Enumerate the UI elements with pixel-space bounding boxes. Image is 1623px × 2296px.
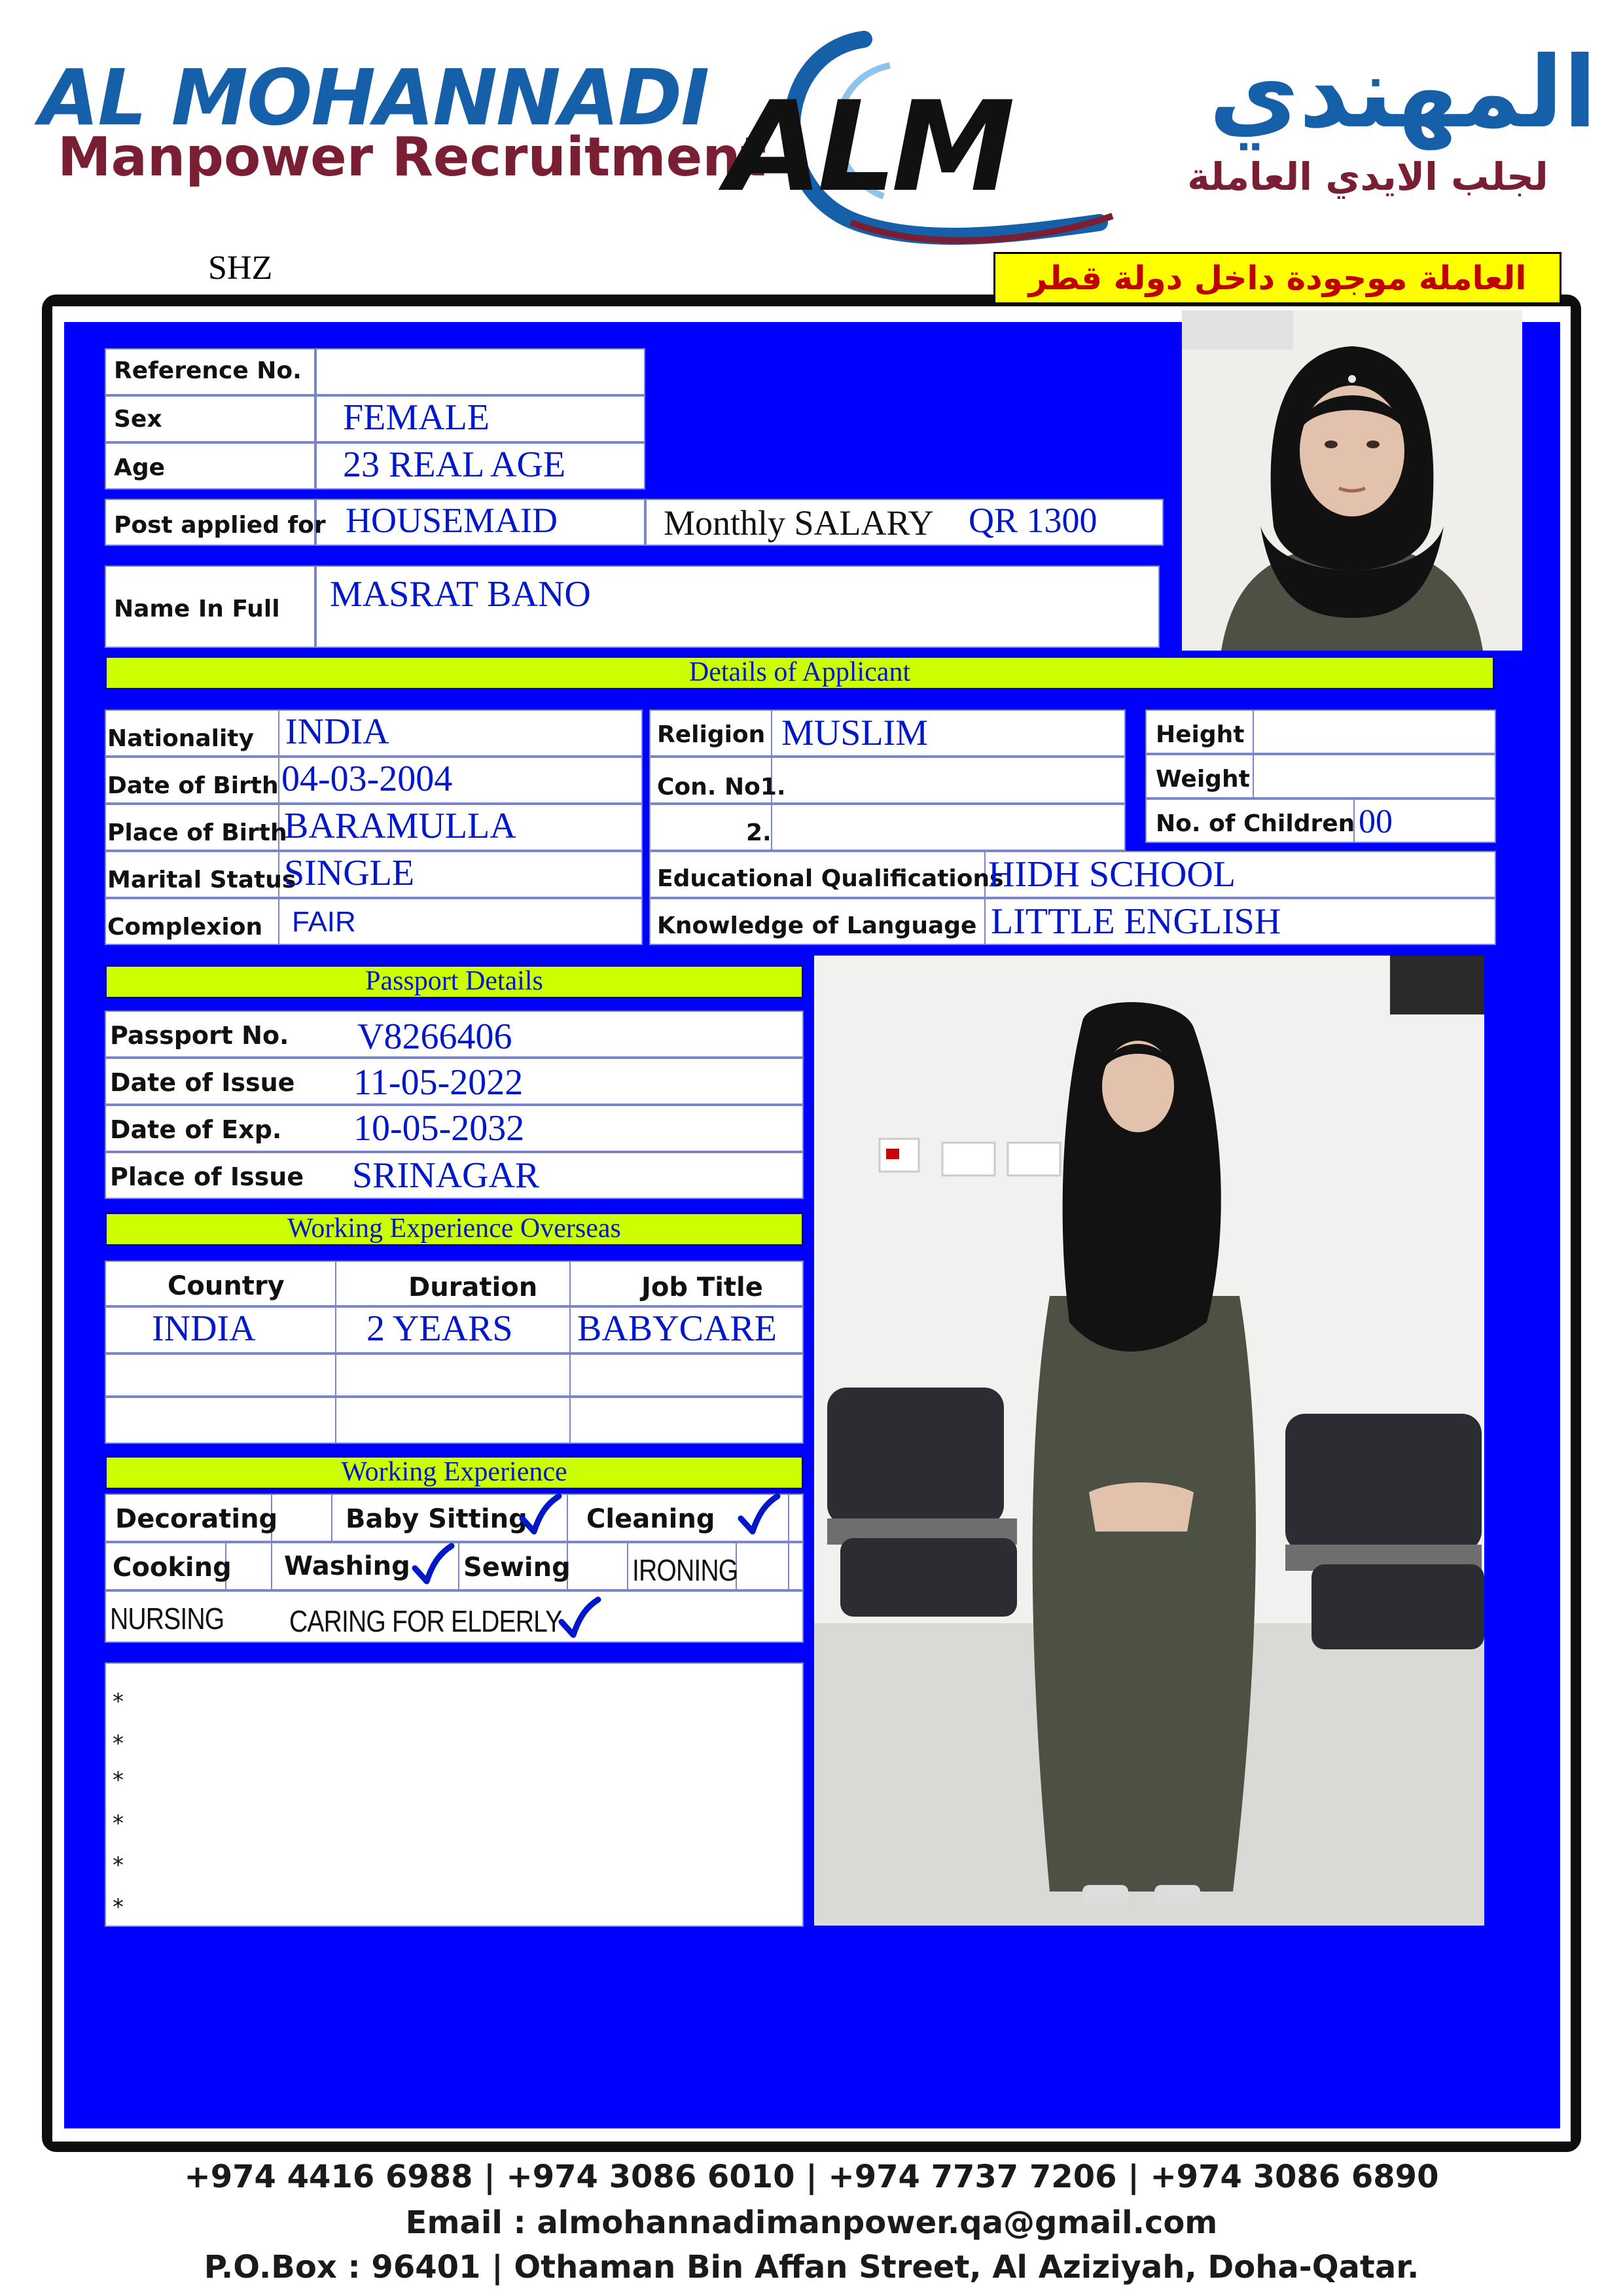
marital-label: Marital Status [107,867,296,893]
post-label: Post applied for [114,512,326,539]
note-bullet-2: * [113,1731,124,1757]
headshot-illustration [1182,310,1522,651]
sex-value: FEMALE [343,397,490,438]
overseas-duration-value: 2 YEARS [366,1308,513,1349]
passport-no-value: V8266406 [357,1016,512,1057]
education-label: Educational Qualifications [657,865,1004,892]
overseas-header-country: Country [168,1271,285,1301]
age-label: Age [114,454,166,481]
exp-div-1c [567,1494,568,1542]
applicant-headshot [1182,310,1522,651]
skill-caring-elderly: CARING FOR ELDERLY [289,1604,562,1638]
notes-box [105,1662,804,1927]
overseas-divider-1 [335,1261,336,1444]
passport-place-label: Place of Issue [110,1162,304,1191]
complexion-label: Complexion [107,914,263,941]
skill-ironing: IRONING [632,1553,738,1587]
candidate-code: SHZ [208,249,273,287]
post-value: HOUSEMAID [346,501,558,540]
passport-place-value: SRINAGAR [352,1155,540,1196]
children-value: 00 [1359,803,1393,840]
sex-label: Sex [114,406,162,433]
skill-decorating: Decorating [115,1504,278,1534]
note-bullet-5: * [113,1852,124,1878]
washing-check-icon [410,1542,455,1588]
nationality-label: Nationality [107,725,254,752]
overseas-country-value: INDIA [152,1308,256,1349]
height-label: Height [1156,721,1245,748]
con2-row [649,804,1126,851]
nationality-value: INDIA [285,711,389,752]
passport-section-title: Passport Details [105,965,804,999]
overseas-divider-2 [569,1261,571,1444]
exp-div-2b [271,1542,272,1590]
religion-value: MUSLIM [781,713,929,753]
location-notice: العاملة موجودة داخل دولة قطر [993,252,1561,304]
skill-cleaning: Cleaning [586,1504,715,1534]
cleaning-check-icon [736,1492,781,1538]
note-bullet-6: * [113,1894,124,1920]
exp-div-2e [627,1542,628,1590]
baby-sitting-check-icon [517,1492,563,1538]
salary-label: Monthly SALARY [664,503,934,543]
note-bullet-4: * [113,1810,124,1837]
complexion-value: FAIR [292,906,356,938]
skill-nursing: NURSING [110,1602,224,1636]
reference-label: Reference No. [114,357,302,384]
footer-phones: +974 4416 6988 | +974 3086 6010 | +974 7737 7206 | +974 3086 6890 [184,2159,1439,2195]
note-bullet-1: * [113,1689,124,1715]
brand-mark: ALM [726,75,1010,219]
note-bullet-3: * [113,1767,124,1793]
brand-tagline-arabic: لجلب الايدي العاملة [1187,154,1548,199]
overseas-row-2 [105,1354,804,1397]
reference-value-cell [315,348,645,395]
exp-div-1b [331,1494,332,1542]
overseas-section-title: Working Experience Overseas [105,1212,804,1246]
children-label: No. of Children [1156,810,1355,837]
skill-baby-sitting: Baby Sitting [346,1504,527,1534]
marital-value: SINGLE [284,853,415,893]
footer-email: Email : almohannadimanpower.qa@gmail.com [405,2204,1218,2241]
passport-issue-value: 11-05-2022 [353,1062,524,1103]
passport-exp-label: Date of Exp. [110,1115,282,1144]
age-value: 23 REAL AGE [343,444,566,485]
applicant-full-photo [814,956,1484,1926]
details-right-divider [1253,709,1254,798]
brand-name: AL MOHANNADI [39,52,709,143]
language-label: Knowledge of Language [657,912,977,939]
caring-elderly-check-icon [556,1596,602,1641]
experience-section-title: Working Experience [105,1456,804,1490]
overseas-row-3 [105,1397,804,1444]
dob-label: Date of Birth [107,772,279,799]
con1-label: Con. No1. [657,774,786,800]
skill-washing: Washing [284,1551,410,1581]
religion-label: Religion [657,721,766,748]
exp-div-1d [788,1494,789,1542]
full-photo-illustration [814,956,1484,1926]
overseas-job-value: BABYCARE [577,1308,777,1349]
pob-value: BARAMULLA [284,806,516,846]
weight-label: Weight [1156,766,1250,793]
overseas-header-duration: Duration [408,1272,538,1302]
details-section-title: Details of Applicant [105,656,1495,690]
passport-issue-label: Date of Issue [110,1068,295,1097]
name-value: MASRAT BANO [330,574,591,615]
con2-label: 2. [746,819,772,846]
pob-label: Place of Birth [107,819,287,846]
brand-tagline: Manpower Recruitment [58,126,766,188]
exp-div-2c [458,1542,459,1590]
passport-exp-value: 10-05-2032 [353,1108,525,1149]
passport-no-label: Passport No. [110,1021,289,1050]
exp-div-2g [788,1542,789,1590]
education-value: HIDH SCHOOL [988,854,1236,895]
skill-sewing: Sewing [463,1552,571,1583]
brand-name-arabic: المهندي [1209,36,1597,150]
dob-value: 04-03-2004 [281,759,453,799]
footer-address: P.O.Box : 96401 | Othaman Bin Affan Street, Al Aziziyah, Doha-Qatar. [204,2249,1419,2286]
overseas-header-job: Job Title [641,1272,763,1302]
name-label: Name In Full [114,596,280,622]
language-value: LITTLE ENGLISH [991,901,1281,942]
skill-cooking: Cooking [113,1552,232,1583]
salary-value: QR 1300 [969,501,1097,540]
